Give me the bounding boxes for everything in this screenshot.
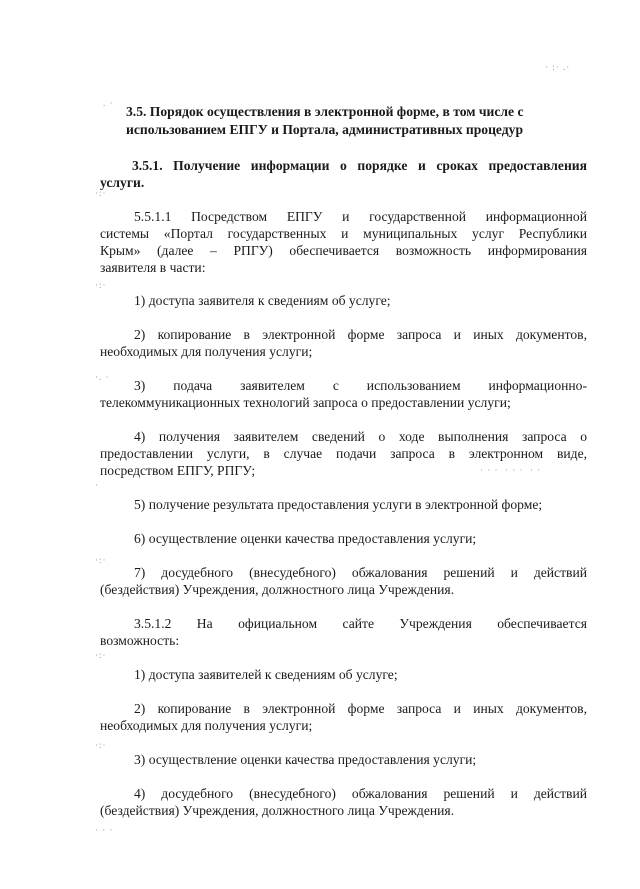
list-item: 6) осуществление оценки качества предоставления услуги; [134, 531, 477, 546]
paragraph-line: системы «Портал государственных и муниципальных услуг Республики [100, 226, 587, 241]
scan-noise: ·:· [95, 555, 107, 565]
list-item: 5) получение результата предоставления услуги в электронной форме; [134, 497, 543, 512]
list-item: 4) получения заявителем сведений о ходе выполнения запроса о [134, 429, 587, 444]
subsection-title: 3.5.1. Получение информации о порядке и сроках предоставления [132, 158, 587, 173]
scan-noise: · · · · · · · · [480, 465, 542, 475]
paragraph-line: возможность: [100, 633, 180, 648]
list-item: 1) доступа заявителя к сведениям об услуге; [134, 293, 391, 308]
paragraph-line: 5.5.1.1 Посредством ЕПГУ и государственной информационной [134, 209, 587, 224]
section-title: 3.5. Порядок осуществления в электронной форме, в том числе с [126, 104, 524, 119]
list-item-cont: (бездействия) Учреждения, должностного лица Учреждения. [100, 803, 455, 818]
list-item-cont: (бездействия) Учреждения, должностного лица Учреждения. [100, 582, 455, 597]
paragraph-line: Крым» (далее – РПГУ) обеспечивается возможность информирования [100, 243, 587, 258]
scan-noise: ·:· [95, 650, 107, 660]
subsection-title: услуги. [100, 175, 145, 190]
list-item-cont: посредством ЕПГУ, РПГУ; [100, 463, 256, 478]
list-item: 1) доступа заявителей к сведениям об услуге; [134, 667, 398, 682]
scan-noise: ·:· [95, 740, 107, 750]
section-title: использованием ЕПГУ и Портала, административных процедур [126, 122, 524, 137]
scan-noise: ·. · [95, 372, 110, 382]
list-item-cont: телекоммуникационных технологий запроса о предоставлении услуги; [100, 395, 511, 410]
list-item: 3) подача заявителем с использованием информационно- [134, 378, 587, 393]
scan-noise: · [95, 480, 99, 490]
list-item: 3) осуществление оценки качества предоставления услуги; [134, 752, 477, 767]
scan-noise: . · [103, 98, 114, 108]
list-item: 4) досудебного (внесудебного) обжалования решений и действий [134, 786, 587, 801]
paragraph-line: 3.5.1.2 На официальном сайте Учреждения обеспечивается [134, 616, 587, 631]
list-item-cont: необходимых для получения услуги; [100, 344, 313, 359]
list-item: 7) досудебного (внесудебного) обжалования решений и действий [134, 565, 587, 580]
scan-noise: ·:· [95, 188, 107, 198]
paragraph-line: заявителя в части: [100, 260, 206, 275]
scan-noise: · :· .· [545, 62, 571, 72]
list-item: 2) копирование в электронной форме запроса и иных документов, [134, 701, 587, 716]
scan-noise: ·:· [95, 280, 107, 290]
list-item-cont: необходимых для получения услуги; [100, 718, 313, 733]
scan-noise: · · · [95, 825, 114, 835]
list-item: 2) копирование в электронной форме запроса и иных документов, [134, 327, 587, 342]
list-item-cont: предоставлении услуги, в случае подачи запроса в электронном виде, [100, 446, 587, 461]
